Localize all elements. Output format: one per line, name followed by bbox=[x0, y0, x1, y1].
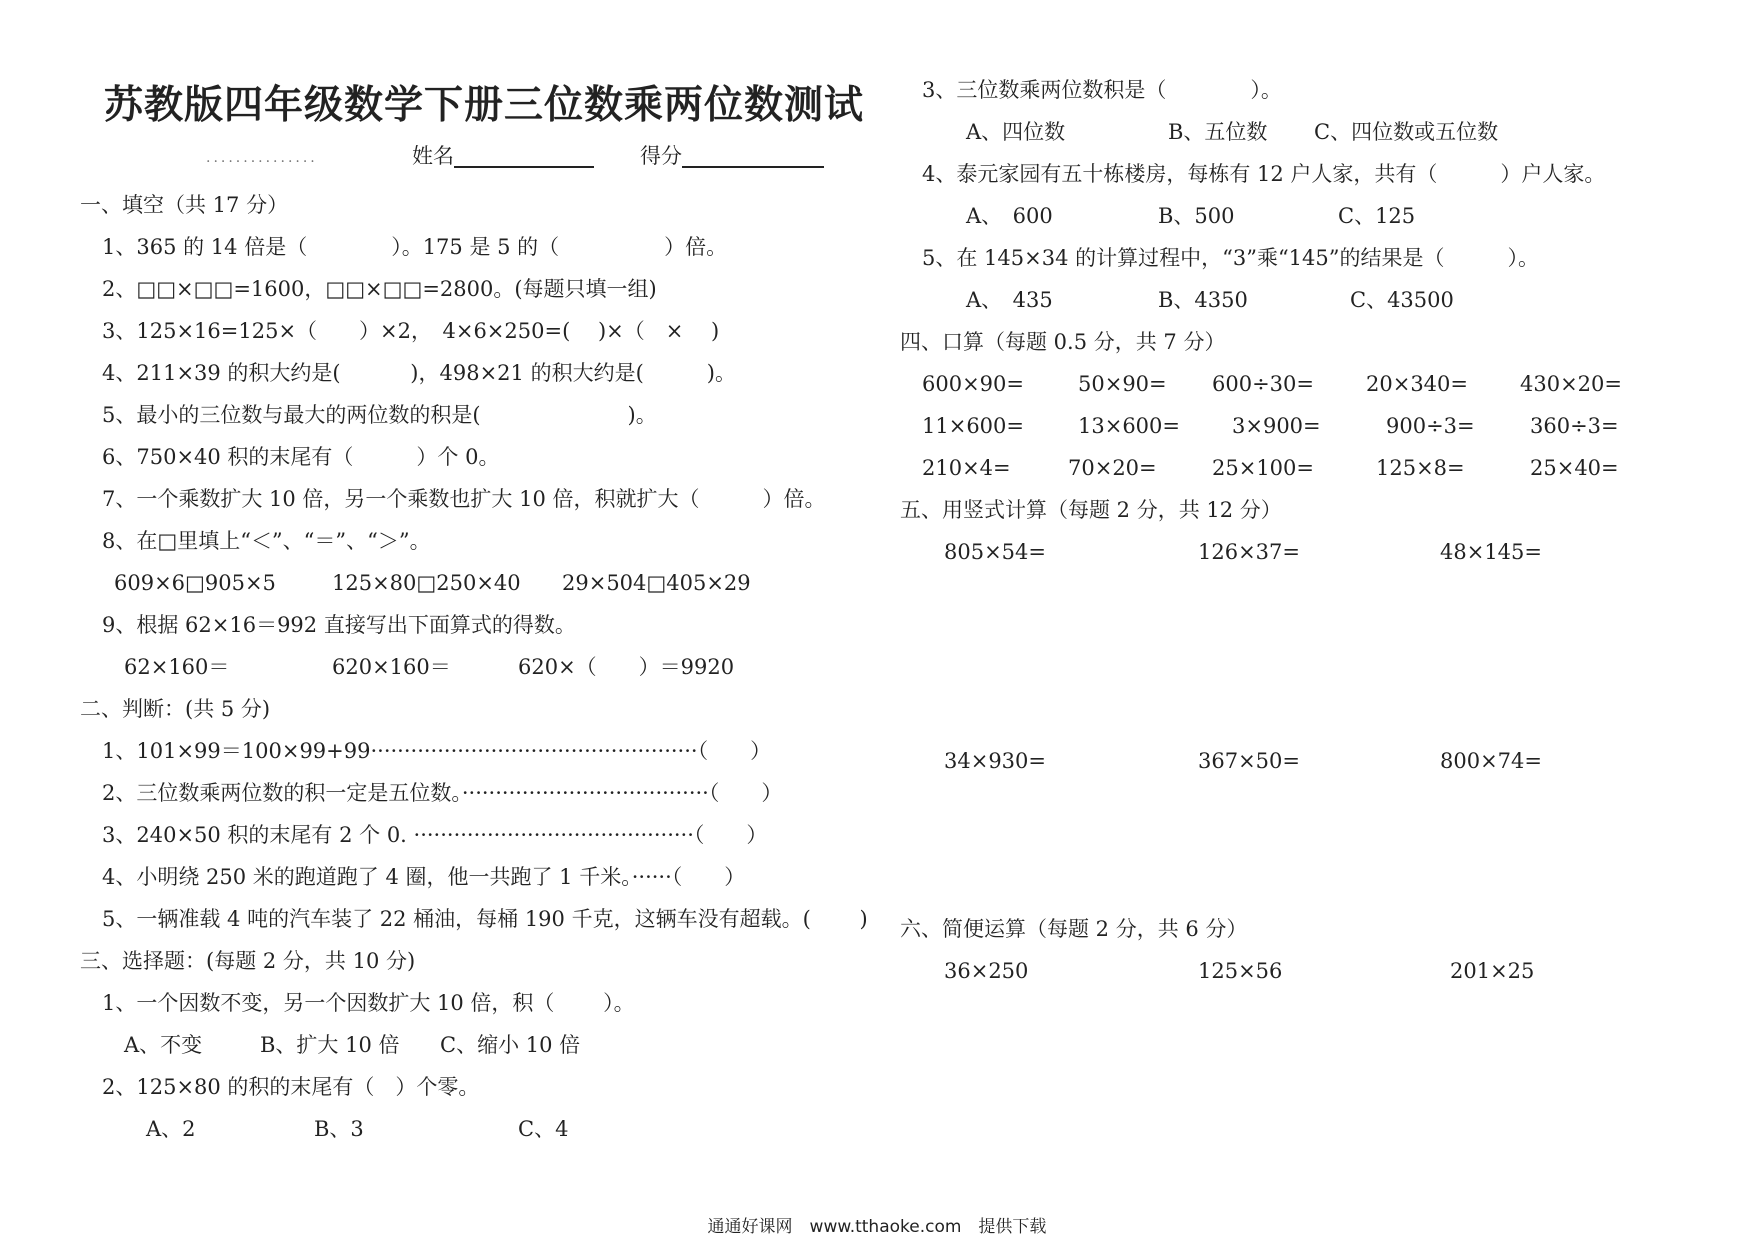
page-title: 苏教版四年级数学下册三位数乘两位数测试 bbox=[104, 83, 865, 128]
s1-question-8: 8、在□里填上“＜”、“＝”、“＞”。 bbox=[102, 529, 431, 553]
s2-question-3: 3、240×50 积的末尾有 2 个 0. ··········································（ ） bbox=[102, 823, 768, 847]
oral-calc-item: 600÷30= bbox=[1212, 372, 1314, 396]
score-label: 得分 bbox=[640, 144, 682, 168]
s3-question-3: 3、三位数乘两位数积是（ ）。 bbox=[922, 78, 1282, 102]
oral-calc-item: 25×100= bbox=[1212, 456, 1314, 480]
score-blank-line bbox=[682, 146, 824, 168]
s3-question-5: 5、在 145×34 的计算过程中，“3”乘“145”的结果是（ ）。 bbox=[922, 246, 1539, 270]
s1-question-7: 7、一个乘数扩大 10 倍，另一个乘数也扩大 10 倍，积就扩大（ ）倍。 bbox=[102, 487, 826, 511]
s1-q9-item-b: 620×160＝ bbox=[332, 655, 451, 679]
s3-q3-option-a: A、四位数 bbox=[966, 120, 1066, 144]
oral-calc-item: 25×40= bbox=[1530, 456, 1619, 480]
vertical-calc-item: 48×145= bbox=[1440, 540, 1542, 564]
oral-calc-item: 210×4= bbox=[922, 456, 1011, 480]
vertical-calc-item: 126×37= bbox=[1198, 540, 1300, 564]
s1-question-5: 5、最小的三位数与最大的两位数的积是( )。 bbox=[102, 403, 657, 427]
s2-question-1: 1、101×99＝100×99+99·················································（ ） bbox=[102, 739, 772, 763]
oral-calc-item: 70×20= bbox=[1068, 456, 1157, 480]
name-label: 姓名 bbox=[412, 144, 454, 168]
s3-q4-option-c: C、125 bbox=[1338, 204, 1416, 228]
s3-q2-option-b: B、3 bbox=[314, 1117, 364, 1141]
oral-calc-item: 11×600= bbox=[922, 414, 1024, 438]
s2-question-5: 5、一辆准载 4 吨的汽车装了 22 桶油，每桶 190 千克，这辆车没有超载。( ) bbox=[102, 907, 868, 931]
s3-q1-option-c: C、缩小 10 倍 bbox=[440, 1033, 581, 1057]
s1-question-2: 2、□□×□□=1600，□□×□□=2800。(每题只填一组) bbox=[102, 277, 657, 301]
s3-q2-option-a: A、2 bbox=[146, 1117, 196, 1141]
s1-q8-item-b: 125×80□250×40 bbox=[332, 571, 521, 595]
s1-q8-item-c: 29×504□405×29 bbox=[562, 571, 751, 595]
dotted-leader: ............... bbox=[206, 150, 318, 166]
s3-q1-option-b: B、扩大 10 倍 bbox=[260, 1033, 400, 1057]
oral-calc-item: 900÷3= bbox=[1386, 414, 1475, 438]
s3-q2-option-c: C、4 bbox=[518, 1117, 569, 1141]
vertical-calc-item: 367×50= bbox=[1198, 749, 1300, 773]
simplify-calc-item: 125×56 bbox=[1198, 959, 1283, 983]
s3-q1-option-a: A、不变 bbox=[124, 1033, 203, 1057]
s1-question-4: 4、211×39 的积大约是( )，498×21 的积大约是( )。 bbox=[102, 361, 736, 385]
section-6-heading: 六、简便运算（每题 2 分，共 6 分） bbox=[900, 917, 1248, 941]
s1-question-1: 1、365 的 14 倍是（ ）。175 是 5 的（ ）倍。 bbox=[102, 235, 728, 259]
s1-question-3: 3、125×16=125×（ ）×2， 4×6×250=( )×（ × ) bbox=[102, 319, 720, 343]
oral-calc-item: 125×8= bbox=[1376, 456, 1465, 480]
s3-q5-option-a: A、 435 bbox=[966, 288, 1053, 312]
s3-q4-option-b: B、500 bbox=[1158, 204, 1235, 228]
simplify-calc-item: 201×25 bbox=[1450, 959, 1535, 983]
oral-calc-item: 430×20= bbox=[1520, 372, 1622, 396]
oral-calc-item: 20×340= bbox=[1366, 372, 1468, 396]
simplify-calc-item: 36×250 bbox=[944, 959, 1029, 983]
vertical-calc-item: 800×74= bbox=[1440, 749, 1542, 773]
section-3-heading: 三、选择题：(每题 2 分，共 10 分) bbox=[80, 949, 416, 973]
s3-question-1: 1、一个因数不变，另一个因数扩大 10 倍，积（ ）。 bbox=[102, 991, 635, 1015]
name-field bbox=[412, 144, 594, 168]
s3-q3-option-c: C、四位数或五位数 bbox=[1314, 120, 1499, 144]
vertical-calc-item: 805×54= bbox=[944, 540, 1046, 564]
section-2-heading: 二、判断：(共 5 分) bbox=[80, 697, 271, 721]
oral-calc-item: 50×90= bbox=[1078, 372, 1167, 396]
s1-q9-item-a: 62×160＝ bbox=[124, 655, 230, 679]
section-4-heading: 四、口算（每题 0.5 分，共 7 分） bbox=[900, 330, 1226, 354]
s3-question-4: 4、泰元家园有五十栋楼房，每栋有 12 户人家，共有（ ）户人家。 bbox=[922, 162, 1606, 186]
oral-calc-item: 600×90= bbox=[922, 372, 1024, 396]
s1-q8-item-a: 609×6□905×5 bbox=[114, 571, 276, 595]
section-1-heading: 一、填空（共 17 分） bbox=[80, 193, 289, 217]
s3-q5-option-c: C、43500 bbox=[1350, 288, 1454, 312]
oral-calc-item: 360÷3= bbox=[1530, 414, 1619, 438]
s3-q5-option-b: B、4350 bbox=[1158, 288, 1248, 312]
vertical-calc-item: 34×930= bbox=[944, 749, 1046, 773]
s1-question-6: 6、750×40 积的末尾有（ ）个 0。 bbox=[102, 445, 500, 469]
s3-q4-option-a: A、 600 bbox=[966, 204, 1053, 228]
s2-question-4: 4、小明绕 250 米的跑道跑了 4 圈，他一共跑了 1 千米。······（ ） bbox=[102, 865, 746, 889]
s3-question-2: 2、125×80 的积的末尾有（ ）个零。 bbox=[102, 1075, 480, 1099]
s1-question-9: 9、根据 62×16＝992 直接写出下面算式的得数。 bbox=[102, 613, 576, 637]
s2-question-2: 2、三位数乘两位数的积一定是五位数。·····································（ ） bbox=[102, 781, 783, 805]
s3-q3-option-b: B、五位数 bbox=[1168, 120, 1268, 144]
footer-source: 通通好课网 www.tthaoke.com 提供下载 bbox=[707, 1217, 1047, 1237]
section-5-heading: 五、用竖式计算（每题 2 分，共 12 分） bbox=[900, 498, 1282, 522]
s1-q9-item-c: 620×（ ）＝9920 bbox=[518, 655, 735, 679]
name-blank-line bbox=[454, 146, 594, 168]
score-field bbox=[640, 144, 824, 168]
oral-calc-item: 13×600= bbox=[1078, 414, 1180, 438]
oral-calc-item: 3×900= bbox=[1232, 414, 1321, 438]
